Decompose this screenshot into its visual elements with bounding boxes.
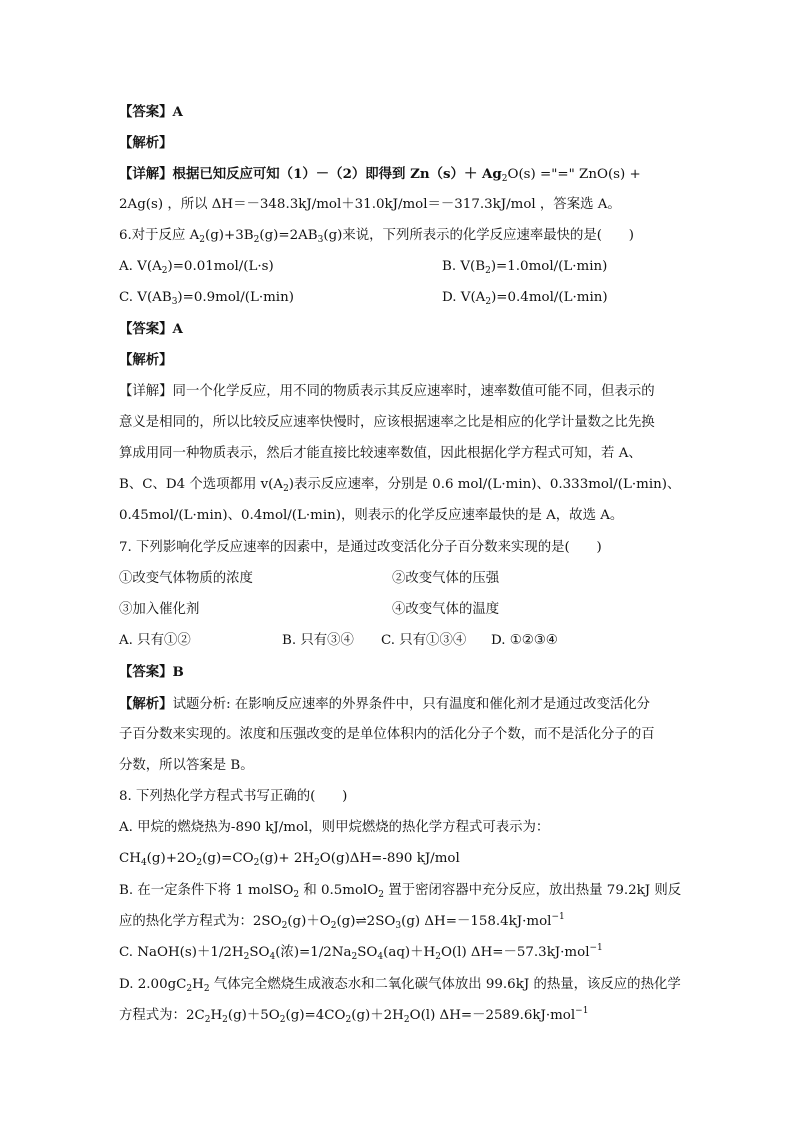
option-a: A. 只有①② — [119, 633, 191, 648]
analysis-label-1: 【解析】 — [119, 135, 173, 151]
option-a: A. $V(A_2)=0.01mol/(L\cdot s)$ — [119, 259, 274, 276]
analysis-paragraph-3-line-3: 分数，所以答案是 B。 — [119, 758, 254, 773]
option-b: B. 只有③④ — [282, 633, 354, 648]
question-8-option-b-line-2: 应的热化学方程式为：$2SO_2(g)+O_2(g)\rightleftharpoons 2SO_3(g)$ ΔH=－158.4kJ·mol$^{-1}$ — [119, 912, 565, 931]
question-8-option-d-line-2: 方程式为：$2C_2H_2(g)+5O_2(g)=4CO_2(g)+2H_2O(l)$ ΔH=－2589.6kJ·mol$^{-1}$ — [119, 1006, 589, 1025]
detail-paragraph-2-line-4: B、C、D4 个选项都用 $v(A_2)$表示反应速率，分别是 0.6 mol/(L·min)、0.333mol/(L·min)、 — [119, 477, 681, 494]
answer-label-3: 【答案】B — [119, 664, 184, 680]
detail-paragraph-1-line-2: 2Ag(s) ，所以 ΔH＝－348.3kJ/mol＋31.0kJ/mol＝－317.3kJ/mol ，答案选 A。 — [119, 197, 621, 212]
question-8-option-a-line-2: $CH_4(g)+2O_2(g)=CO_2(g)+ 2H_2O(g)\Delta H=-890$ kJ/mol — [119, 851, 460, 868]
analysis-paragraph-3-line-2: 子百分数来实现的。浓度和压强改变的是单位体积内的活化分子个数，而不是活化分子的百 — [119, 727, 655, 742]
question-6-options-row-1 — [119, 257, 674, 277]
analysis-label-2: 【解析】 — [119, 352, 173, 368]
question-8-option-a-line-1: A. 甲烷的燃烧热为-890 kJ/mol，则甲烷燃烧的热化学方程式可表示为： — [119, 820, 550, 835]
question-8: 8. 下列热化学方程式书写正确的( ) — [119, 789, 348, 804]
question-7-items-row-1 — [119, 569, 674, 589]
item-2: ②改变气体的压强 — [392, 571, 500, 586]
question-7-options — [119, 631, 674, 651]
detail-paragraph-1-line-1: 【详解】根据已知反应可知（1）－（2）即得到 $Zn(s)+ Ag_2O(s)$ ="=" ZnO(s) + — [119, 166, 641, 184]
question-7: 7. 下列影响化学反应速率的因素中，是通过改变活化分子百分数来实现的是( ) — [119, 540, 602, 555]
question-7-items-row-2 — [119, 600, 674, 620]
question-6-options-row-2 — [119, 288, 674, 308]
option-d: D. ①②③④ — [491, 633, 558, 648]
analysis-paragraph-3-line-1: 【解析】试题分析: 在影响反应速率的外界条件中，只有温度和催化剂才是通过改变活化分 — [119, 696, 650, 712]
option-c: C. 只有①③④ — [381, 633, 467, 648]
answer-label-2: 【答案】A — [119, 321, 183, 337]
item-4: ④改变气体的温度 — [392, 602, 500, 617]
option-d: D. $V(A_2)=0.4mol/(L\cdot\min)$ — [442, 290, 608, 307]
question-8-option-c: C. $NaOH(s)+1/2H_2SO_4$(浓)$=1/2Na_2SO_4(aq)+H_2O(l)$ ΔH=－57.3kJ·mol$^{-1}$ — [119, 943, 603, 962]
detail-paragraph-2-line-1: 【详解】同一个化学反应，用不同的物质表示其反应速率时，速率数值可能不同，但表示的 — [119, 384, 655, 399]
option-c: C. $V(AB_3)=0.9mol/(L\cdot\min)$ — [119, 290, 294, 307]
detail-paragraph-2-line-3: 算成用同一种物质表示，然后才能直接比较速率数值，因此根据化学方程式可知，若 A、 — [119, 446, 642, 461]
detail-paragraph-2-line-5: 0.45mol/(L·min)、0.4mol/(L·min)，则表示的化学反应速率最快的是 A，故选 A。 — [119, 508, 624, 523]
question-8-option-b-line-1: B. 在一定条件下将 1 molSO$_2$ 和 0.5molO$_2$ 置于密闭容器中充分反应，放出热量 79.2kJ 则反 — [119, 883, 682, 900]
question-6: 6.对于反应 $A_2(g)+3B_2(g)=2AB_3(g)$来说，下列所表示的化学反应速率最快的是( ) — [119, 228, 635, 245]
item-1: ①改变气体物质的浓度 — [119, 571, 253, 586]
item-3: ③加入催化剂 — [119, 602, 200, 617]
detail-paragraph-2-line-2: 意义是相同的，所以比较反应速率快慢时，应该根据速率之比是相应的化学计量数之比先换 — [119, 415, 655, 430]
answer-label-1: 【答案】A — [119, 104, 183, 120]
question-8-option-d-line-1: D. $2.00gC_2H_2$ 气体完全燃烧生成液态水和二氧化碳气体放出 99.6kJ 的热量，该反应的热化学 — [119, 977, 681, 994]
option-b: B. $V(B_2)=1.0mol/(L\cdot\min)$ — [442, 259, 608, 276]
